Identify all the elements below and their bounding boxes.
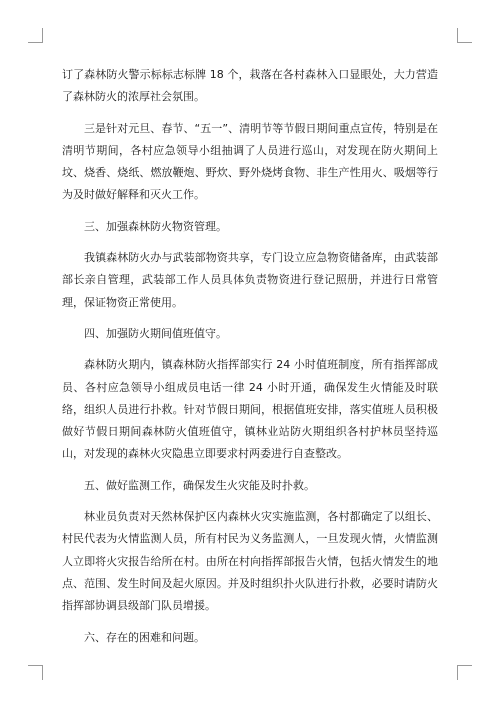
crop-mark-top-right — [457, 28, 472, 43]
document-body — [62, 64, 438, 649]
section-heading-4: 四、加强防火期间值班值守。 — [84, 326, 227, 340]
paragraph-supplies: 我镇森林防火办与武装部物资共享，专门设立应急物资储备库，由武装部部长亲自管理，武装部工作人员具体负责物资进行登记照册，并进行日常管理，保证物资正常使用。 — [62, 251, 438, 309]
paragraph-holiday-publicity: 三是针对元旦、春节、“五一”、清明节等节假日期间重点宣传，特别是在清明节期间，各村应急领导小组抽调了人员进行巡山，对发现在防火期间上坟、烧香、烧纸、燃放鞭炮、野炊、野外烧烤食物、非生产性用火、吸烟等行为及时做好解释和灭火工作。 — [62, 121, 438, 202]
section-heading-6: 六、存在的困难和问题。 — [84, 630, 205, 644]
crop-mark-top-left — [28, 28, 43, 43]
section-heading-5: 五、做好监测工作，确保发生火灾能及时扑救。 — [84, 478, 315, 492]
paragraph-duty: 森林防火期内，镇森林防火指挥部实行 24 小时值班制度，所有指挥部成员、各村应急领导小组成员电话一律 24 小时开通，确保发生火情能及时联络，组织人员进行扑救。针对节假日期间，根据值班安排，落实值班人员积极做好节假日期间森林防火值班值守，镇林业站防火期组织各村护林员坚持巡山，对发现的森林火灾隐患立即要求村两委进行自查整改。 — [62, 358, 438, 461]
paragraph-continuation: 订了森林防火警示标标志标牌 18 个，栽落在各村森林入口显眼处，大力营造了森林防火的浓厚社会氛围。 — [62, 68, 438, 104]
paragraph-monitoring: 林业员负责对天然林保护区内森林火灾实施监测，各村都确定了以组长、村民代表为火情监测人员，所有村民为义务监测人，一旦发现火情，火情监测人立即将火灾报告给所在村。由所在村向指挥部报告火情，包括火情发生的地点、范围、发生时间及起火原因。并及时组织扑火队进行扑救，必要时请防火指挥部协调县级部门队员增援。 — [62, 510, 438, 613]
crop-mark-bottom-right — [457, 665, 472, 680]
crop-mark-bottom-left — [28, 665, 43, 680]
section-heading-3: 三、加强森林防火物资管理。 — [84, 219, 227, 233]
